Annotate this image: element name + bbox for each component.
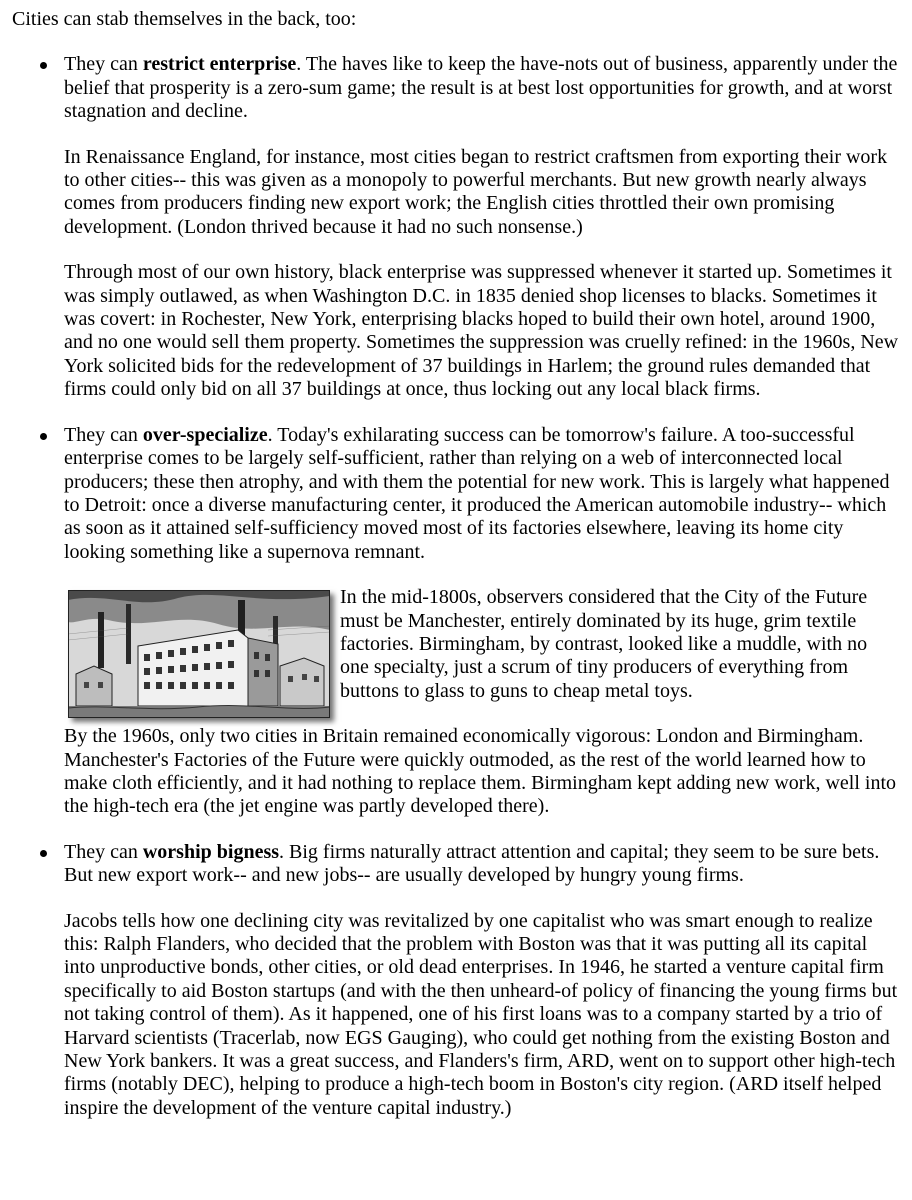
list-item	[64, 424, 900, 819]
item-keyword: over-specialize	[142, 423, 268, 446]
item-keyword: restrict enterprise	[142, 53, 297, 76]
intro-text: Cities can stab themselves in the back, too:	[12, 8, 357, 30]
paragraph: In Renaissance England, for instance, most cities began to restrict craftsmen from exporting their work to other cities-- this was given as a monopoly to powerful merchants. But new growth nearly always comes from producers finding new export work; the English cities throttled their own promising development. (London thrived because it had no such nonsense.)	[64, 145, 888, 238]
paragraph-with-figure: In the mid-1800s, observers considered that the City of the Future must be Manchester, entirely dominated by its huge, grim textile factories. Birmingham, by contrast, looked like a muddle, with no one specialty, just a scrum of tiny producers of everything from buttons to glass to guns to cheap metal toys.	[64, 586, 900, 703]
item-lead-paragraph: They can over-specialize. Today's exhilarating success can be tomorrow's failure. A too-successful enterprise comes to be largely self-sufficient, rather than relying on a web of interconnected local producers; these then atrophy, and with them the potential for new work. This is largely what happened to Detroit: once a diverse manufacturing center, it produced the American automobile industry-- which as soon as it attained self-sufficiency moved most of its factories elsewhere, leaving its home city looking something like a supernova remnant.	[64, 423, 890, 563]
list-item	[64, 53, 900, 401]
paragraph: By the 1960s, only two cities in Britain remained economically vigorous: London and Birmingham. Manchester's Factories of the Future were quickly outmoded, as the rest of the world learned how to make cloth efficiently, and it had nothing to replace them. Birmingham kept adding new work, well into the high-tech era (the jet engine was partly developed there).	[64, 725, 897, 818]
bullet-dot	[40, 62, 47, 69]
item-lead-paragraph: They can restrict enterprise. The haves like to keep the have-nots out of business, apparently under the belief that prosperity is a zero-sum game; the result is at best lost opportunities for growth, and at worst stagnation and decline.	[64, 53, 898, 123]
item-lead-paragraph: They can worship bigness. Big firms naturally attract attention and capital; they seem to be sure bets. But new export work-- and new jobs-- are usually developed by hungry young firms.	[64, 840, 880, 887]
bullet-dot	[40, 433, 47, 440]
factory-illustration	[68, 590, 330, 718]
paragraph: Through most of our own history, black enterprise was suppressed whenever it started up. Sometimes it was simply outlawed, as when Washington D.C. in 1835 denied shop licenses to blacks. Sometimes it was covert: in Rochester, New York, enterprising blacks hoped to build their own hotel, around 1900, and no one would sell them property. Sometimes the suppression was cruelly refined: in the 1960s, New York solicited bids for the redevelopment of 37 buildings in Harlem; the ground rules demanded that firms could only bid on all 37 buildings at once, thus locking out any local black firms.	[64, 261, 899, 401]
bullet-list	[12, 53, 900, 1120]
factory-engraving-image	[68, 590, 330, 718]
paragraph: Jacobs tells how one declining city was revitalized by one capitalist who was smart enough to realize this: Ralph Flanders, who decided that the problem with Boston was that it was putting all its capital into unproductive bonds, other cities, or old dead enterprises. In 1946, he started a venture capital firm specifically to aid Boston startups (and with the then unheard-of policy of financing the young firms but not taking control of them). As it happened, one of his first loans was to a company started by a trio of Harvard scientists (Tracerlab, now EGS Gauging), who could get nothing from the existing Boston and New York bankers. It was a great success, and Flanders's firm, ARD, went on to support other high-tech firms (notably DEC), helping to produce a high-tech boom in Boston's city region. (ARD itself helped inspire the development of the venture capital industry.)	[64, 909, 898, 1119]
item-keyword: worship bigness	[142, 840, 280, 863]
bullet-dot	[40, 850, 47, 857]
list-item	[64, 841, 900, 1120]
